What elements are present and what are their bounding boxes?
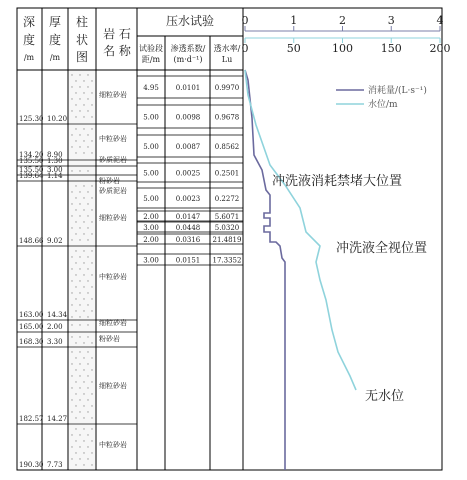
test-lugeon: 0.2501 [214,169,240,178]
test-lugeon: 0.2272 [214,195,240,203]
test-segment: 5.00 [143,195,159,203]
stratum-thickness: 3.30 [47,338,63,346]
test-lugeon: 17.3352 [212,256,242,265]
stratum-pattern [69,333,95,346]
stratum-name: 细粒砂岩 [99,214,127,222]
header-segment-2: 距/m [141,55,161,64]
header-depth-unit: /m [23,53,35,62]
test-permeability: 0.0087 [175,143,201,151]
stratum-depth: 135.50 [19,166,44,174]
strata-table [17,71,137,469]
stratum-name: 粉砂岩 [99,335,120,343]
test-segment: 5.00 [143,169,159,178]
stratum-name: 细粒砂岩 [99,91,127,99]
bottom-tick-label: 150 [380,42,402,55]
stratum-depth: 168.30 [19,338,44,346]
legend-water-label: 水位/m [368,100,398,110]
test-lugeon: 5.0320 [214,224,240,232]
header-lu-2: Lu [221,55,233,64]
test-permeability: 0.0025 [175,169,201,178]
header-lith-1: 岩 石 [103,27,131,41]
stratum-thickness: 7.73 [47,461,63,469]
test-segment: 5.00 [143,143,159,151]
test-segment: 3.00 [143,224,159,232]
header-lu-1: 透水率/ [213,44,241,53]
stratum-pattern [69,161,95,165]
stratum-name: 细粒砂岩 [99,319,127,327]
header-thick-unit: /m [49,53,61,62]
stratum-thickness: 8.90 [47,151,63,159]
stratum-thickness: 9.02 [47,237,63,245]
header-thick-2: 度 [48,33,62,47]
stratum-name: 砂质泥岩 [99,156,127,164]
stratum-name: 中粒砂岩 [99,135,127,143]
header-test-group: 压水试验 [165,14,215,28]
consumption-curve [245,70,285,470]
test-lugeon: 5.6071 [214,213,240,221]
test-permeability: 0.0316 [175,236,201,244]
test-permeability: 0.0151 [175,256,201,265]
header-depth-2: 度 [22,33,36,47]
top-tick-label: 4 [436,14,444,27]
test-segment: 4.95 [143,84,159,92]
test-permeability: 0.0147 [175,213,201,221]
stratum-pattern [69,348,95,423]
stratum-depth: 182.57 [19,415,44,423]
top-tick-label: 1 [290,14,298,27]
stratum-depth: 125.30 [19,115,44,123]
test-lugeon: 21.4819 [212,236,242,244]
stratum-pattern [69,125,95,159]
annotation-full-loss: 冲洗液全视位置 [336,241,428,256]
stratum-depth: 148.66 [19,237,44,245]
test-segment: 5.00 [143,113,159,122]
stratum-thickness: 2.00 [47,323,63,331]
stratum-depth: 165.00 [19,323,44,331]
test-permeability: 0.0101 [175,84,201,92]
test-lugeon: 0.9678 [214,113,240,122]
stratum-thickness: 1.14 [47,172,63,180]
header-lith-2: 名 称 [103,44,131,58]
stratum-thickness: 1.30 [47,157,63,165]
bottom-tick-label: 100 [332,42,353,55]
stratum-pattern [69,247,95,319]
test-segment: 2.00 [143,213,159,221]
stratum-pattern [69,167,95,174]
test-table [137,76,243,265]
bottom-tick-label: 200 [429,42,451,55]
chart-scales [242,14,451,55]
test-lugeon: 0.8562 [214,143,240,151]
stratum-depth: 163.00 [19,311,44,319]
header-col-3: 图 [75,50,89,64]
header-col-1: 柱 [75,15,89,29]
header-depth-1: 深 [22,15,36,29]
stratum-thickness: 14.27 [47,415,68,423]
legend-consumption-label: 消耗量/(L·s⁻¹) [368,86,427,96]
stratum-pattern [69,176,95,180]
test-segment: 2.00 [143,236,159,244]
stratum-name: 中粒砂岩 [99,441,127,449]
test-segment: 3.00 [143,256,159,265]
stratum-name: 中粒砂岩 [99,273,127,281]
top-tick-label: 2 [339,14,346,27]
test-permeability: 0.0023 [175,195,201,203]
bottom-tick-label: 50 [286,42,301,55]
stratum-thickness: 14.34 [47,311,68,319]
stratum-pattern [69,182,95,245]
top-tick-label: 0 [241,14,249,27]
header-col-2: 状 [75,33,89,47]
stratum-pattern [69,321,95,331]
stratum-depth: 190.30 [19,461,44,469]
test-permeability: 0.0448 [175,224,201,232]
stratum-thickness: 3.00 [47,166,63,174]
water-level-curve [245,70,356,390]
header-perm-2: (m·d⁻¹) [173,55,203,64]
header-thick-1: 厚 [48,15,62,29]
stratum-pattern [69,425,95,469]
stratum-depth: 139.64 [19,172,44,180]
top-tick-label: 3 [387,14,395,27]
stratum-depth: 134.20 [19,151,44,159]
test-permeability: 0.0098 [175,113,201,122]
header-perm-1: 渗透系数/ [170,44,206,53]
header-segment-1: 试验段 [139,44,163,53]
stratum-name: 细粒砂岩 [99,382,127,390]
stratum-name: 粉砂岩 [99,177,120,185]
annotation-no-water: 无水位 [365,389,405,404]
stratum-depth: 135.50 [19,157,44,165]
bottom-tick-label: 0 [241,42,249,55]
annotation-blockage: 冲洗液消耗禁堵大位置 [272,174,403,189]
stratum-thickness: 10.20 [47,115,68,123]
stratum-name: 砂质泥岩 [99,187,127,195]
test-lugeon: 0.9970 [214,84,240,92]
stratum-pattern [69,71,95,123]
